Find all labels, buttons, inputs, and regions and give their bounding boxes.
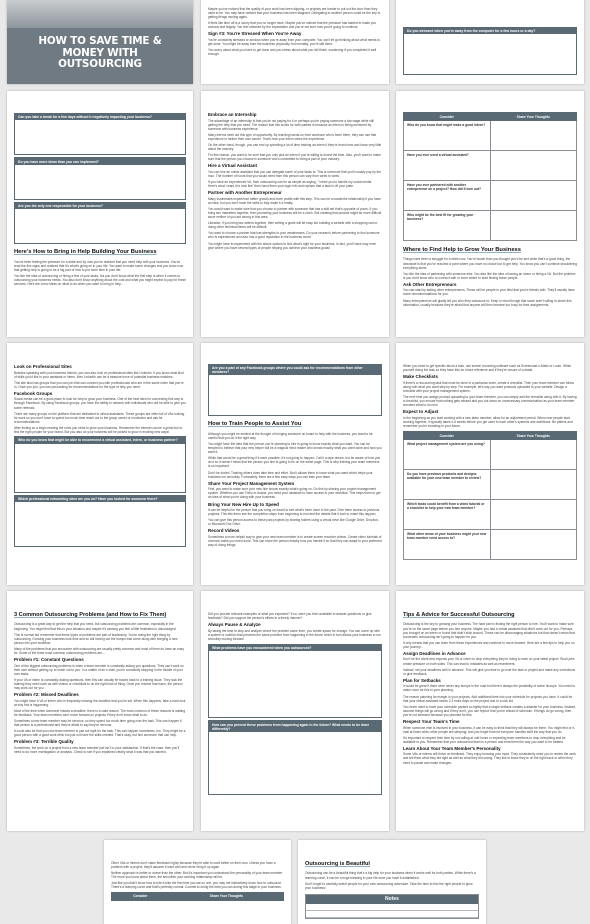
body-text: Sometimes, the work on a project from a new team member just isn't to your satisfaction. If that's the case, then you'll need to do more investigation or analysis. Check to see if you explained clearly what it was that you wanted. [14,745,180,754]
body-text: You never want to have your schedule packed so tightly that a single setback creates a disaster for your business. Instead, assume things will go wrong and if they don't, you can rejoice that you're ahead of schedule. If things do go wrong, then you're not stressed because you planned for this. [403,704,576,717]
question-label: Are you a part of any Facebook groups where you could ask for recommendations from other members? [209,365,381,375]
body-text: Although you might be excited at the thought of bringing someone on board to help with the business, you want to be careful that you do it the right way. [208,431,373,440]
body-text: Neither approach is better or worse than the other. But it's important you understand the personality of your team member. The more you know about them, the smoother your working relationship will be. [111,871,283,880]
table-header-thoughts: Share Your Thoughts [490,113,577,121]
question-label: What problems have you encountered when you outsourced? [209,645,381,651]
table-cell-prompt: Have you ever used a virtual assistant? [404,151,491,181]
table-header-consider: Consider [404,432,491,440]
body-text: You can hire an online assistant that you can delegate some of your tasks to. This is someone that you'll usually pay by the hour. The number of hours that you would need from this person can vary from week to week. [208,169,382,178]
body-text: You might have the idea that the person you're planning to hire is going to know exactly what you want. You can be tempted to believe that your new helper will be a magical mind reader who knows exactly what you want done and how you want it. [208,441,382,455]
body-text: Other VAs or interns don't value feedback highly because they're able to work better on their own. Unless you have a problem with a project, they'll assume it went well and never bring it up again. [111,861,276,870]
table-header-consider: Consider [404,113,491,121]
answer-area[interactable] [15,120,185,154]
reflection-table [403,431,577,560]
table-cell-prompt: Who do you know that might make a good intern? [404,121,491,151]
table-cell-answer[interactable] [490,181,577,211]
body-text: You're constantly stressed or anxious when you're away from your computer. You can't let go thinking about what needs to get done. You might be away from the business physically, but mentally, you're still there. [208,37,380,47]
body-text: Social media can be a good place to look for help to grow your business. One of the best sites for connecting this way is through Facebook. By using Facebook groups, you have the ability to network with individuals who will be able to give you some referrals. [14,397,186,410]
answer-area[interactable] [15,209,185,243]
body-text: Did you provide relevant examples of what you expected? If so, were you then available to answer questions or give feedback? Did you support the person's efforts in a timely manner? [208,612,372,621]
section-heading: Always Pause & Analyze [208,622,261,628]
body-text: On the other hand, though, you can end up spending a lot of time training an intern if they're brand new and know very little about the industry. [208,142,382,152]
section-heading: Embrace an Internship [208,112,257,117]
question-block [208,720,382,794]
body-text: Instead, set your deadlines well in advance. This will give you time to go over the task or project and make any corrections or give feedback. [403,667,576,676]
table-row [404,121,577,151]
page-7 [7,343,193,585]
body-text: It only means that you can learn from these experiences and continue to move forward. Here are a few tips to help you on your journey... [403,640,575,649]
table-cell-prompt: Which tasks could benefit from a video tutorial or a checklist to help your new team member? [404,500,491,530]
page-14 [298,840,486,924]
body-text: It can be helpful for the person that you bring on board to see what's been done in the past. Give them access to previous projects. This lets them see the completion steps from beginning to end and the details that it took to make this happen. [208,508,380,517]
table-row [404,470,577,500]
body-text: It would be great if there were never any bumps in the road but there's always the possibility of some hiccups. You need to make room for this in your planning. [403,684,576,693]
section-heading: Problem #3: Terrible Quality [14,739,74,745]
body-text: Many of the problems that you encounter with outsourcing are usually pretty common and most of them do have an easy fix. Some of the three most common outsourcing problems are... [14,646,184,655]
body-text: Many businesses experience better growth and more profits with this step. This can be a wonderful relationship if you have an idea, but you don't have the skills to fully make it a reality. [208,196,381,205]
answer-area[interactable] [209,651,381,717]
section-title: 3 Common Outsourcing Problems (and How to Fix Them) [14,612,167,618]
question-label: Which professional networking sites are you on? Have you looked for someone there? [15,496,185,502]
page-11 [201,591,389,831]
question-label: Do you have more ideas than you can implement? [15,158,185,164]
page-13 [104,840,291,924]
body-text: While that would be a great thing if it were possible, it's not going to happen. Call it a pipe dream, but be aware of how you do it so it doesn't mean that the person you hire is going to be on the same page. This is why training your team members is so important. [208,456,381,469]
body-text: Outsourcing is a great way to get the help that you need, but outsourcing problems are common, especially in the beginning. You might find that this is your situation and maybe it's causing you feel a little frustrated or discouraged. [14,622,177,631]
body-text: Some VAs or interns will thrive on feedback. They enjoy knowing your input. They consistently need you to review the work and tell them what they did right as well as what they did wrong. They like to know they're on the right track or when they need to pause and make changes. [403,752,576,765]
section-title: Tips & Advice for Successful Outsourcing [403,612,515,618]
section-heading: Assign Deadlines in Advance [403,650,466,656]
cover-photo [7,0,193,28]
table-row [404,530,577,560]
body-text: Just like you didn't know how to ride a bike the first time you sat on one, you may not instinctively know how to outsource. There's a learning curve and that's perfectly normal. Commit to doing the best you can during this stage in your business. [111,881,282,890]
table-header-row [404,432,577,440]
question-label: How can you prevent these problems from happening again in the future? What needs to be done differently? [209,721,381,731]
section-heading: Partner with Another Entrepreneur [208,190,282,196]
body-text: If you have an experienced VA, then outsourcing can be as simple as saying, "I need you to handle my social media. Here's what I want it to look like" then hand them your login info and replace that a task is off your plate. [208,180,373,189]
table-header-consider: Consider [112,892,170,900]
body-text: The reason planning for margin in your projects. Add additional time into your schedule for projects you have. It could be that your virtual assistant needs 2-3 extra days on the project due to a sick kid. [403,694,573,703]
section-title: Where to Find Help to Grow Your Business [403,247,521,253]
table-row [404,211,577,241]
body-text: Sometimes a more helpful way to give your new team member is to create screen recorder videos. Create video tutorials of common tasks you need done. This can show the person exactly how you handle it so that they can adapt to your preferred way of doing things. [208,534,382,548]
body-text: You like the idea of outsourcing or hiring a few of your tasks, but you don't know what the first step is when it comes to outsourcing your business needs. You also don't know anything about the cost and what you might expect to pay for these services. Here are a few ideas on what to do when you want to bring in help... [14,273,186,286]
table-cell-answer[interactable] [490,211,577,241]
section-title: Here's How to Bring in Help Building Your Business [14,249,157,256]
body-text: You can start by asking other entrepreneurs. These will be people in your field that you're friends with. They'll usually have some recommendations for you. [403,288,575,297]
page-12 [396,591,584,831]
table-cell-answer[interactable] [490,151,577,181]
body-text: This is normal but remember that these types of problems are part of leadership. You're doing the right thing by outsourcing. Growing your business took time and so will ironing out the bumps that come along with bringing a new person into your workflow. [14,632,178,645]
page-5 [201,91,389,337]
section-heading: Facebook Groups [14,390,53,396]
table-cell-answer[interactable] [490,470,577,500]
page-3 [396,0,584,84]
body-text: One of the biggest outsourcing problems is when a team member is constantly asking you questions. They can't work on their own without getting up to reach out to you. In a matter of an e-mail, you're constantly stopping in the middle of your own tasks. [14,663,184,676]
reflection-table [111,892,284,901]
question-label: Can you take a break for a few days without it negatively impacting your business? [15,114,185,120]
body-text: After finding so a begin reading the rules you need to grow your business. Remember the internet can be a great tool to find the right people for your brand. But you also do your business will be poised to grow in exciting new ways! [14,425,183,435]
body-text: You might have a VA or intern who is frequently missing the deadline that you've set. When this happens, take a hard look at why this is happening. [14,698,186,707]
table-cell-prompt: Who might be the best fit for growing your business? [404,211,491,241]
section-heading: Learn About Your Team Member's Personality [403,745,501,751]
body-text: You might have to experiment with the above options to find what's right for your business. In fact, you'll have may even give where you have several types of people helping you achieve your business goals! [208,241,377,250]
table-row [404,151,577,181]
question-block [14,113,186,155]
question-block [208,364,382,416]
body-text: Likewise, if you bring two writers together, then writing a guide will be easy but building a website with a shopping cart or doing other technical items will be difficult. [208,221,378,230]
body-text: The advantage of an internship is that you're not paying for it or perhaps you're paying someone a low wage while still getting the help that you need. The reason that this works for both parties is because an intern is being mentored by someone with business experience. [208,118,374,131]
answer-area[interactable] [15,165,185,199]
notes-box [305,894,479,919]
table-cell-prompt: What project management system are you using? [404,440,491,470]
answer-area[interactable] [15,444,185,492]
body-text: Things have been a struggle for a while now. You're busier than you thought you'd be and while that's a good thing, the downside is that you've reached a point where you have no choice but to get help. You know you can't continue shouldering everything alone. [403,257,577,270]
body-text: Outsourcing can be a beautiful thing that's a big help for your business when it works well for both parties. While there's a learning curve, it can be a huge blessing in your life once you have it established. [305,871,476,880]
table-cell-answer[interactable] [490,121,577,151]
body-text: You would want to make sure that you choose to partner with someone that has a skill set that's opposite of yours. If you bring two marketers together, then promoting your business will be a cinch. But creating that product might be more difficult since neither of you are strong in this area. [208,206,382,220]
page-10 [7,591,193,831]
section-heading: Sign #3: You're Stressed When You're Away [208,31,302,37]
question-block [403,27,577,75]
section-heading: Make Checklists [403,374,439,380]
body-text: Many entrepreneurs will gladly tell you who they outsource to. Keep in mind though that some aren't willing to share this information, usually because they're afraid that anyone will then become too busy for their assignments. [403,298,572,307]
body-text: Besides speaking with your business friends, you can also look on professional sites like LinkedIn. If you know what kind of skills you'd like in your assistant or intern, then LinkedIn can be a treasure trove of potential business matches. [14,370,184,379]
body-text: For this reason, you want to be sure that you only pick an intern if you're willing to invest the time. Also, you'll want to make sure that the person you choose is someone who's committed to being a part of your industry. [208,153,381,162]
table-header-thoughts: Share Your Thoughts [169,892,283,900]
body-text: You worry about what you have to get done and you stress about what you did finish, wondering if you completed it well enough. [208,48,377,57]
body-text: Most of the time when someone misses a deadline, there is a valid reason. The most common of these reasons is waiting for feedback. Your team members can't move forward on projects if they don't know what to do. [14,708,186,717]
section-heading: Ask Other Entrepreneurs [403,281,457,287]
notes-line[interactable] [306,911,478,918]
body-text: The next time you assign product uploading to your team member, you can simply add the checklist along with it. By having a checklist, you ensure that nothing gets missed and you cut down on unnecessary communication as your team member wonders what to do next. [403,394,577,408]
section-heading: Share Your Project Management System [208,480,295,486]
question-label: Who do you know that might be able to recommend a virtual assistant, intern, or business partner? [15,437,185,443]
section-heading: Bring Your New Hire Up to Speed [208,501,279,507]
section-heading: Respect Your Team's Time [403,719,460,724]
body-text: By taking the time to stop and analyze where the problem came from, you create space for change. You can come up with a system or solution that prevents the same problem from happening in the future which in turn allows your business to run smoothly moving forward. [208,628,381,641]
table-cell-answer[interactable] [490,530,577,560]
answer-area[interactable] [209,375,381,415]
page-4 [7,91,193,337]
body-text: You want to choose a partner that has strengths to your weaknesses. Do your research before partnering to find someone who is experienced and also has a good reputation in the business world. [208,231,380,240]
body-text: If your VA or intern is constantly asking questions, then this can usually be traced back to a training issue. They lack the training they need such as with videos or checklists to do the right kind of thing. Once you resolve that issue, the person may work out for you. [14,677,183,691]
question-block [14,495,186,547]
body-text: You've been feeling the pressure for a while and by now you've realized that you need help with your business. You've read the five signs and realized that it's what's going on in your life. You want to make some changes and you know now that getting help is going to be a big part of how to put more time in your life. [14,259,184,272]
body-text: It could also be that you new team member is just not right for the task. This can happen sometimes, too. They might be a good person with a good work ethic but just not have the skills needed. That's okay, but find someone that can help. [14,729,186,738]
page-2 [201,0,389,84]
page-9 [396,343,584,585]
body-text: Don't be fooled. Training others does take time and effort. But it allows them to know what you want which helps your business run smoothly. Fortunately, there are a few easy ways you can train your team. [208,470,373,479]
question-block [14,157,186,199]
body-text: It feels like time off is a luxury that you no longer have. Maybe you've noticed that the pressure has started to make you anxious and fidgety. You feel stressed by the expectation and you're not sure how you're going to continue. [208,21,376,30]
section-heading: Look on Professional Sites [14,364,72,369]
section-heading: Problem #1: Constant Questions [14,657,84,663]
table-header-thoughts: Share Your Thoughts [490,432,577,440]
notes-line[interactable] [306,904,478,911]
reflection-table [403,112,577,241]
body-text: You like the idea of partnering with someone else. You also like the idea of having an intern or hiring a VA. But the problem is you don't know who to connect with or even where to start finding these people. [403,271,576,280]
cover-title: HOW TO SAVE TIME & MONEY WITH OUTSOURCING [38,35,162,70]
body-text: This site also has groups that you can join that can connect you with professionals who are in the same niche that you're in. Once you join, you can post asking for recommendations for the type of help you need. [14,380,184,389]
body-text: Don't be the client who expects your VA or intern to drop everything they're doing to work on your latest project. Rush jobs create pressure on both sides. This can lead to mistakes as well as resentment. [403,657,575,666]
table-row [404,440,577,470]
body-text: Outsourcing is the key to growing your business. The hard part is finding the right person to hire. You'll want to make sure you're on the same page before you hire anyone. Maybe you had a virtual assistant that didn't work out for you. Perhaps you brought on an intern or found that didn't stick around. These can be discouraging situations but that doesn't mean that successful outsourcing isn't going to happen for you. [403,622,575,639]
table-row [404,500,577,530]
body-text: First, you want to make sure your new hire knows exactly what's going on. Do this by sharing your project management system. Whether you use Trello or Asana, you need your assistant to have access to your workflow. This helps them to get an idea of what you're doing with your business. [208,487,381,500]
body-text: You can give this person access to these past projects by sharing folders using a virtual drive like Google Drive, Dropbox, or Microsoft One Drive. [208,518,379,527]
body-text: In the beginning as you start working with a new team member, allow for an adjustment period. When new people start working together, it typically takes 4-6 weeks before you get used to each other's systems and workflows. Be patient and remember you're investing in your future. [403,415,573,428]
table-cell-prompt: What other areas of your business might your new team member need access to? [404,530,491,560]
page-6 [396,91,584,337]
answer-area[interactable] [404,34,576,74]
body-text: When someone else is involved in your business, it can be easy to think that they will always be there. You might text or e-mail at times when other people are sleeping, and you forget that not everyone handles stuff the way that you do. [403,725,576,734]
body-text: When you need to get specific about a task, use screen recording software such as Screencast-o-Matic or Loom. When yourself doing the task so they have this for future reference and if they're unsure of a detail. [403,364,572,373]
body-text: It's important to respect their time by not calling at odd hours or expecting team members to drop everything and be available to you. Remember that your outsourced team is a person and treat them the way you want to be treated. [403,735,566,744]
notes-heading: Notes [306,895,478,904]
question-block [14,202,186,244]
page-8 [201,343,389,585]
section-title: How to Train People to Assist You [208,421,302,428]
body-text: There are many groups on the platform that are dedicated to virtual assistants. These groups are often full of VAs looking for work so you don't have to spend too much time reach out to the group owner or moderator and ask for recommendations. [14,411,185,424]
table-cell-prompt: Do you have previous products and designs available for your new team member to review? [404,470,491,500]
cover-page [7,0,193,84]
question-block [208,644,382,718]
table-header-row [404,113,577,121]
section-heading: Record Videos [208,528,240,534]
table-row [404,181,577,211]
answer-area[interactable] [15,502,185,546]
question-block [14,436,186,492]
body-text: If there's a reoccurring task that must be done in a particular order, create a checklist. Then your team member can follow along with what you want step by step. For example, let's say you want products uploaded to your website. Design a checklist with your project management system. [403,380,574,393]
body-text: Sometimes a new team member may be nervous, so they spend too much time going over the task. This can happen if that person is a perfectionist and they're afraid to say they're nervous. [14,719,182,728]
empty-answer-space [403,7,577,23]
question-label: Are you the only one responsible for your business? [15,203,185,209]
table-cell-answer[interactable] [490,500,577,530]
body-text: Maybe you've noticed that the quality of your work has been slipping, or projects are harder to put out the door than they used to be. You may have noticed that your business has been stagnant. Delegating to another person could be the key to getting things moving again. [208,7,381,20]
answer-area[interactable] [209,732,381,794]
body-text: Many interns seek out this type of opportunity. By learning hands-on from someone who's been there, they can use that experience in further their own career. That's how your intern views the experience. [208,132,377,141]
section-heading: Expect to Adjust [403,409,439,415]
body-text: Don't forget to carefully select people for your new outsourcing adventure. Take the time to find the right people to grow your business! [305,881,473,890]
table-cell-answer[interactable] [490,440,577,470]
question-label: Do you stressed when you're away from the computer for a few hours or a day? [404,28,576,34]
section-heading: Hire a Virtual Assistant [208,163,258,169]
section-heading: Problem #2: Missed Deadlines [14,692,79,698]
section-title: Outsourcing is Beautiful [305,861,370,867]
section-heading: Plan for Setbacks [403,677,441,683]
table-header-row [112,892,284,900]
table-cell-prompt: Have you ever partnered with another entrepreneur on a project? How did it turn out? [404,181,491,211]
